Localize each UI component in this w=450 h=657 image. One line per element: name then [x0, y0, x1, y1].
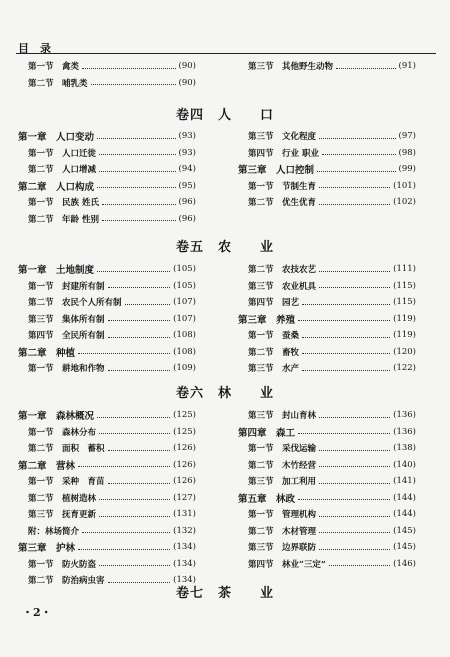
toc-entry-label: 第二节 木竹经营	[248, 460, 317, 471]
header-rule	[16, 53, 436, 54]
toc-chapter-entry	[238, 161, 416, 178]
toc-entry-page: (102)	[393, 197, 416, 208]
toc-entry-page: (115)	[393, 280, 416, 291]
dot-leader	[298, 433, 390, 434]
toc-entry-page: (93)	[178, 147, 196, 158]
toc-entry-page: (141)	[393, 476, 416, 487]
toc-entry-page: (119)	[393, 313, 416, 324]
toc-entry-page: (134)	[173, 542, 196, 553]
toc-entry-page: (98)	[398, 147, 416, 158]
toc-entry-page: (140)	[393, 459, 416, 470]
toc-entry-label: 第三章 护林	[18, 543, 76, 555]
toc-section-entry	[238, 506, 416, 523]
dot-leader	[78, 466, 170, 467]
toc-chapter-entry	[18, 128, 196, 145]
toc-entry-page: (136)	[393, 426, 416, 437]
toc-section-entry	[238, 278, 416, 295]
toc-chapter-entry	[18, 457, 196, 474]
dot-leader	[97, 138, 176, 139]
volume-6-left	[18, 407, 196, 589]
toc-entry-label: 第三节 加工利用	[248, 477, 317, 488]
dot-leader	[302, 304, 390, 305]
toc-section-entry	[18, 278, 196, 295]
toc-entry-label: 第三节 其他野生动物	[248, 62, 334, 73]
toc-section-entry	[18, 194, 196, 211]
toc-section-entry	[18, 294, 196, 311]
toc-entry-label: 第一节 人口迁徙	[28, 148, 97, 159]
toc-entry-label: 第二节 防治病虫害	[28, 576, 105, 587]
dot-leader	[78, 549, 170, 550]
toc-entry-label: 第一节 民族 姓氏	[28, 198, 99, 209]
toc-entry-page: (109)	[173, 363, 196, 374]
toc-section-entry	[18, 424, 196, 441]
toc-entry-label: 第三章 养殖	[238, 314, 296, 326]
page-number: ・2・	[22, 606, 52, 619]
dot-leader	[102, 204, 176, 205]
dot-leader	[108, 320, 171, 321]
toc-entry-page: (93)	[178, 131, 196, 142]
toc-entry-page: (91)	[398, 61, 416, 72]
toc-entry-label: 第二节 人口增减	[28, 165, 97, 176]
toc-entry-page: (108)	[173, 330, 196, 341]
toc-entry-page: (107)	[173, 313, 196, 324]
dot-leader	[78, 353, 170, 354]
toc-section-entry	[238, 440, 416, 457]
toc-entry-page: (138)	[393, 443, 416, 454]
toc-entry-label: 第一节 森林分布	[28, 427, 97, 438]
toc-entry-page: (127)	[173, 492, 196, 503]
toc-entry-page: (115)	[393, 297, 416, 308]
toc-entry-label: 第二节 农技农艺	[248, 265, 317, 276]
toc-section-entry	[18, 556, 196, 573]
dot-leader	[99, 154, 176, 155]
toc-entry-label: 第二节 植树造林	[28, 493, 97, 504]
dot-leader	[319, 187, 390, 188]
toc-entry-label: 第二章 种植	[18, 347, 76, 359]
volume-6-right	[238, 407, 416, 572]
toc-entry-page: (144)	[393, 509, 416, 520]
toc-entry-page: (126)	[173, 476, 196, 487]
toc-entry-page: (107)	[173, 297, 196, 308]
toc-entry-page: (125)	[173, 426, 196, 437]
toc-entry-label: 第二节 木材管理	[248, 526, 317, 537]
toc-entry-label: 第二章 营林	[18, 460, 76, 472]
toc-top-right	[238, 58, 416, 75]
volume-5-left	[18, 261, 196, 377]
toc-section-entry	[18, 360, 196, 377]
toc-entry-page: (146)	[393, 558, 416, 569]
toc-section-entry	[18, 523, 196, 540]
volume-4-left	[18, 128, 196, 227]
toc-entry-label: 第一节 管理机构	[248, 510, 317, 521]
dot-leader	[319, 287, 390, 288]
toc-section-entry	[238, 145, 416, 162]
toc-entry-label: 第二节 优生优育	[248, 198, 317, 209]
dot-leader	[108, 337, 171, 338]
dot-leader	[99, 499, 170, 500]
toc-entry-label: 第二节 面积 蓄积	[28, 444, 105, 455]
toc-entry-page: (132)	[173, 525, 196, 536]
dot-leader	[99, 171, 176, 172]
toc-entry-label: 第三节 封山育林	[248, 411, 317, 422]
toc-entry-label: 第四节 林业“三定”	[248, 559, 326, 570]
dot-leader	[97, 187, 176, 188]
toc-entry-label: 第一节 采伐运输	[248, 444, 317, 455]
toc-section-entry	[238, 178, 416, 195]
toc-entry-label: 第三节 集体所有制	[28, 314, 105, 325]
toc-chapter-entry	[238, 490, 416, 507]
toc-entry-page: (145)	[393, 525, 416, 536]
toc-entry-label: 第二节 农民个人所有制	[28, 298, 122, 309]
dot-leader	[108, 287, 171, 288]
toc-section-entry	[18, 211, 196, 228]
toc-entry-label: 第四节 全民所有制	[28, 331, 105, 342]
toc-section-entry	[18, 506, 196, 523]
toc-entry-label: 第一节 封建所有制	[28, 281, 105, 292]
toc-entry-page: (136)	[393, 410, 416, 421]
toc-chapter-entry	[18, 261, 196, 278]
toc-section-entry	[238, 457, 416, 474]
toc-entry-label: 第三节 抚育更新	[28, 510, 97, 521]
toc-entry-label: 第三节 农业机具	[248, 281, 317, 292]
toc-entry-label: 第一节 采种 育苗	[28, 477, 105, 488]
dot-leader	[108, 483, 171, 484]
dot-leader	[319, 271, 390, 272]
toc-section-entry	[18, 311, 196, 328]
toc-entry-page: (126)	[173, 443, 196, 454]
toc-chapter-entry	[18, 407, 196, 424]
toc-section-entry	[18, 145, 196, 162]
toc-entry-label: 第二节 畜牧	[248, 347, 300, 358]
toc-entry-page: (99)	[398, 164, 416, 175]
dot-leader	[91, 84, 176, 85]
volume-5-right	[238, 261, 416, 377]
toc-section-entry	[18, 440, 196, 457]
toc-entry-label: 第三节 文化程度	[248, 132, 317, 143]
toc-entry-page: (96)	[178, 197, 196, 208]
toc-chapter-entry	[18, 539, 196, 556]
toc-entry-page: (111)	[393, 264, 416, 275]
toc-entry-page: (131)	[173, 509, 196, 520]
dot-leader	[82, 532, 170, 533]
toc-entry-label: 第二章 人口构成	[18, 181, 95, 193]
toc-chapter-entry	[18, 178, 196, 195]
toc-header: 目 录	[18, 42, 51, 55]
dot-leader	[82, 68, 176, 69]
toc-entry-page: (125)	[173, 410, 196, 421]
dot-leader	[302, 337, 390, 338]
toc-chapter-entry	[18, 344, 196, 361]
toc-entry-label: 第一节 蚕桑	[248, 331, 300, 342]
dot-leader	[125, 304, 171, 305]
toc-entry-page: (94)	[178, 164, 196, 175]
toc-section-entry	[18, 161, 196, 178]
toc-section-entry	[238, 194, 416, 211]
toc-entry-label: 第一节 防火防盗	[28, 559, 97, 570]
toc-entry-page: (105)	[173, 280, 196, 291]
toc-section-entry	[238, 344, 416, 361]
toc-section-entry	[238, 294, 416, 311]
toc-entry-label: 第一节 节制生育	[248, 181, 317, 192]
toc-entry-page: (90)	[178, 61, 196, 72]
toc-entry-label: 第四章 森工	[238, 427, 296, 439]
toc-section-entry	[238, 261, 416, 278]
toc-section-entry	[18, 490, 196, 507]
toc-entry-page: (97)	[398, 131, 416, 142]
toc-section-entry	[238, 407, 416, 424]
dot-leader	[99, 565, 170, 566]
dot-leader	[319, 417, 390, 418]
volume-4-right	[238, 128, 416, 211]
toc-chapter-entry	[238, 424, 416, 441]
toc-entry-page: (90)	[178, 77, 196, 88]
toc-section-entry	[18, 75, 196, 92]
dot-leader	[298, 499, 390, 500]
toc-entry-label: 第一章 人口变动	[18, 132, 95, 144]
dot-leader	[99, 433, 170, 434]
dot-leader	[319, 450, 390, 451]
dot-leader	[319, 516, 390, 517]
dot-leader	[102, 220, 176, 221]
toc-entry-page: (126)	[173, 459, 196, 470]
toc-entry-label: 第三节 水产	[248, 364, 300, 375]
toc-entry-label: 第一节 耕地和作物	[28, 364, 105, 375]
toc-entry-page: (122)	[393, 363, 416, 374]
dot-leader	[298, 320, 390, 321]
toc-section-entry	[18, 473, 196, 490]
volume-5-title: 卷五 农 业	[175, 240, 274, 255]
toc-entry-page: (101)	[393, 180, 416, 191]
toc-entry-page: (105)	[173, 264, 196, 275]
dot-leader	[97, 417, 170, 418]
toc-section-entry	[18, 58, 196, 75]
toc-entry-label: 第一章 土地制度	[18, 265, 95, 277]
dot-leader	[319, 549, 390, 550]
toc-entry-label: 第三章 人口控制	[238, 165, 315, 177]
toc-entry-page: (145)	[393, 542, 416, 553]
volume-4-title: 卷四 人 口	[175, 108, 274, 123]
dot-leader	[99, 516, 170, 517]
dot-leader	[108, 450, 171, 451]
toc-entry-label: 第四节 园艺	[248, 298, 300, 309]
toc-section-entry	[238, 327, 416, 344]
toc-entry-label: 第五章 林政	[238, 493, 296, 505]
toc-entry-label: 第一章 森林概况	[18, 411, 95, 423]
toc-entry-page: (120)	[393, 346, 416, 357]
toc-section-entry	[238, 128, 416, 145]
toc-entry-page: (144)	[393, 492, 416, 503]
toc-section-entry	[238, 539, 416, 556]
dot-leader	[302, 353, 390, 354]
toc-top-left	[18, 58, 196, 91]
dot-leader	[319, 532, 390, 533]
toc-entry-page: (119)	[393, 330, 416, 341]
toc-section-entry	[238, 523, 416, 540]
toc-section-entry	[238, 58, 416, 75]
toc-entry-label: 第二节 年龄 性别	[28, 214, 99, 225]
dot-leader	[329, 565, 390, 566]
dot-leader	[322, 154, 396, 155]
toc-entry-page: (96)	[178, 213, 196, 224]
dot-leader	[108, 370, 171, 371]
toc-chapter-entry	[238, 311, 416, 328]
toc-entry-label: 第四节 行业 职业	[248, 148, 319, 159]
toc-entry-label: 第二节 哺乳类	[28, 78, 88, 89]
toc-entry-label: 附：林场简介	[28, 526, 80, 537]
toc-entry-label: 第一节 禽类	[28, 62, 80, 73]
volume-6-title: 卷六 林 业	[175, 386, 274, 401]
toc-entry-page: (95)	[178, 180, 196, 191]
toc-section-entry	[238, 556, 416, 573]
toc-entry-label: 第三节 边界联防	[248, 543, 317, 554]
dot-leader	[97, 271, 170, 272]
toc-entry-page: (108)	[173, 346, 196, 357]
dot-leader	[302, 370, 390, 371]
toc-entry-page: (134)	[173, 575, 196, 586]
dot-leader	[319, 204, 390, 205]
toc-section-entry	[238, 473, 416, 490]
toc-entry-page: (134)	[173, 558, 196, 569]
toc-section-entry	[18, 327, 196, 344]
dot-leader	[319, 138, 396, 139]
toc-section-entry	[238, 360, 416, 377]
dot-leader	[319, 483, 390, 484]
dot-leader	[317, 171, 396, 172]
dot-leader	[336, 68, 396, 69]
volume-7-title: 卷七 茶 业	[175, 586, 274, 601]
dot-leader	[319, 466, 390, 467]
